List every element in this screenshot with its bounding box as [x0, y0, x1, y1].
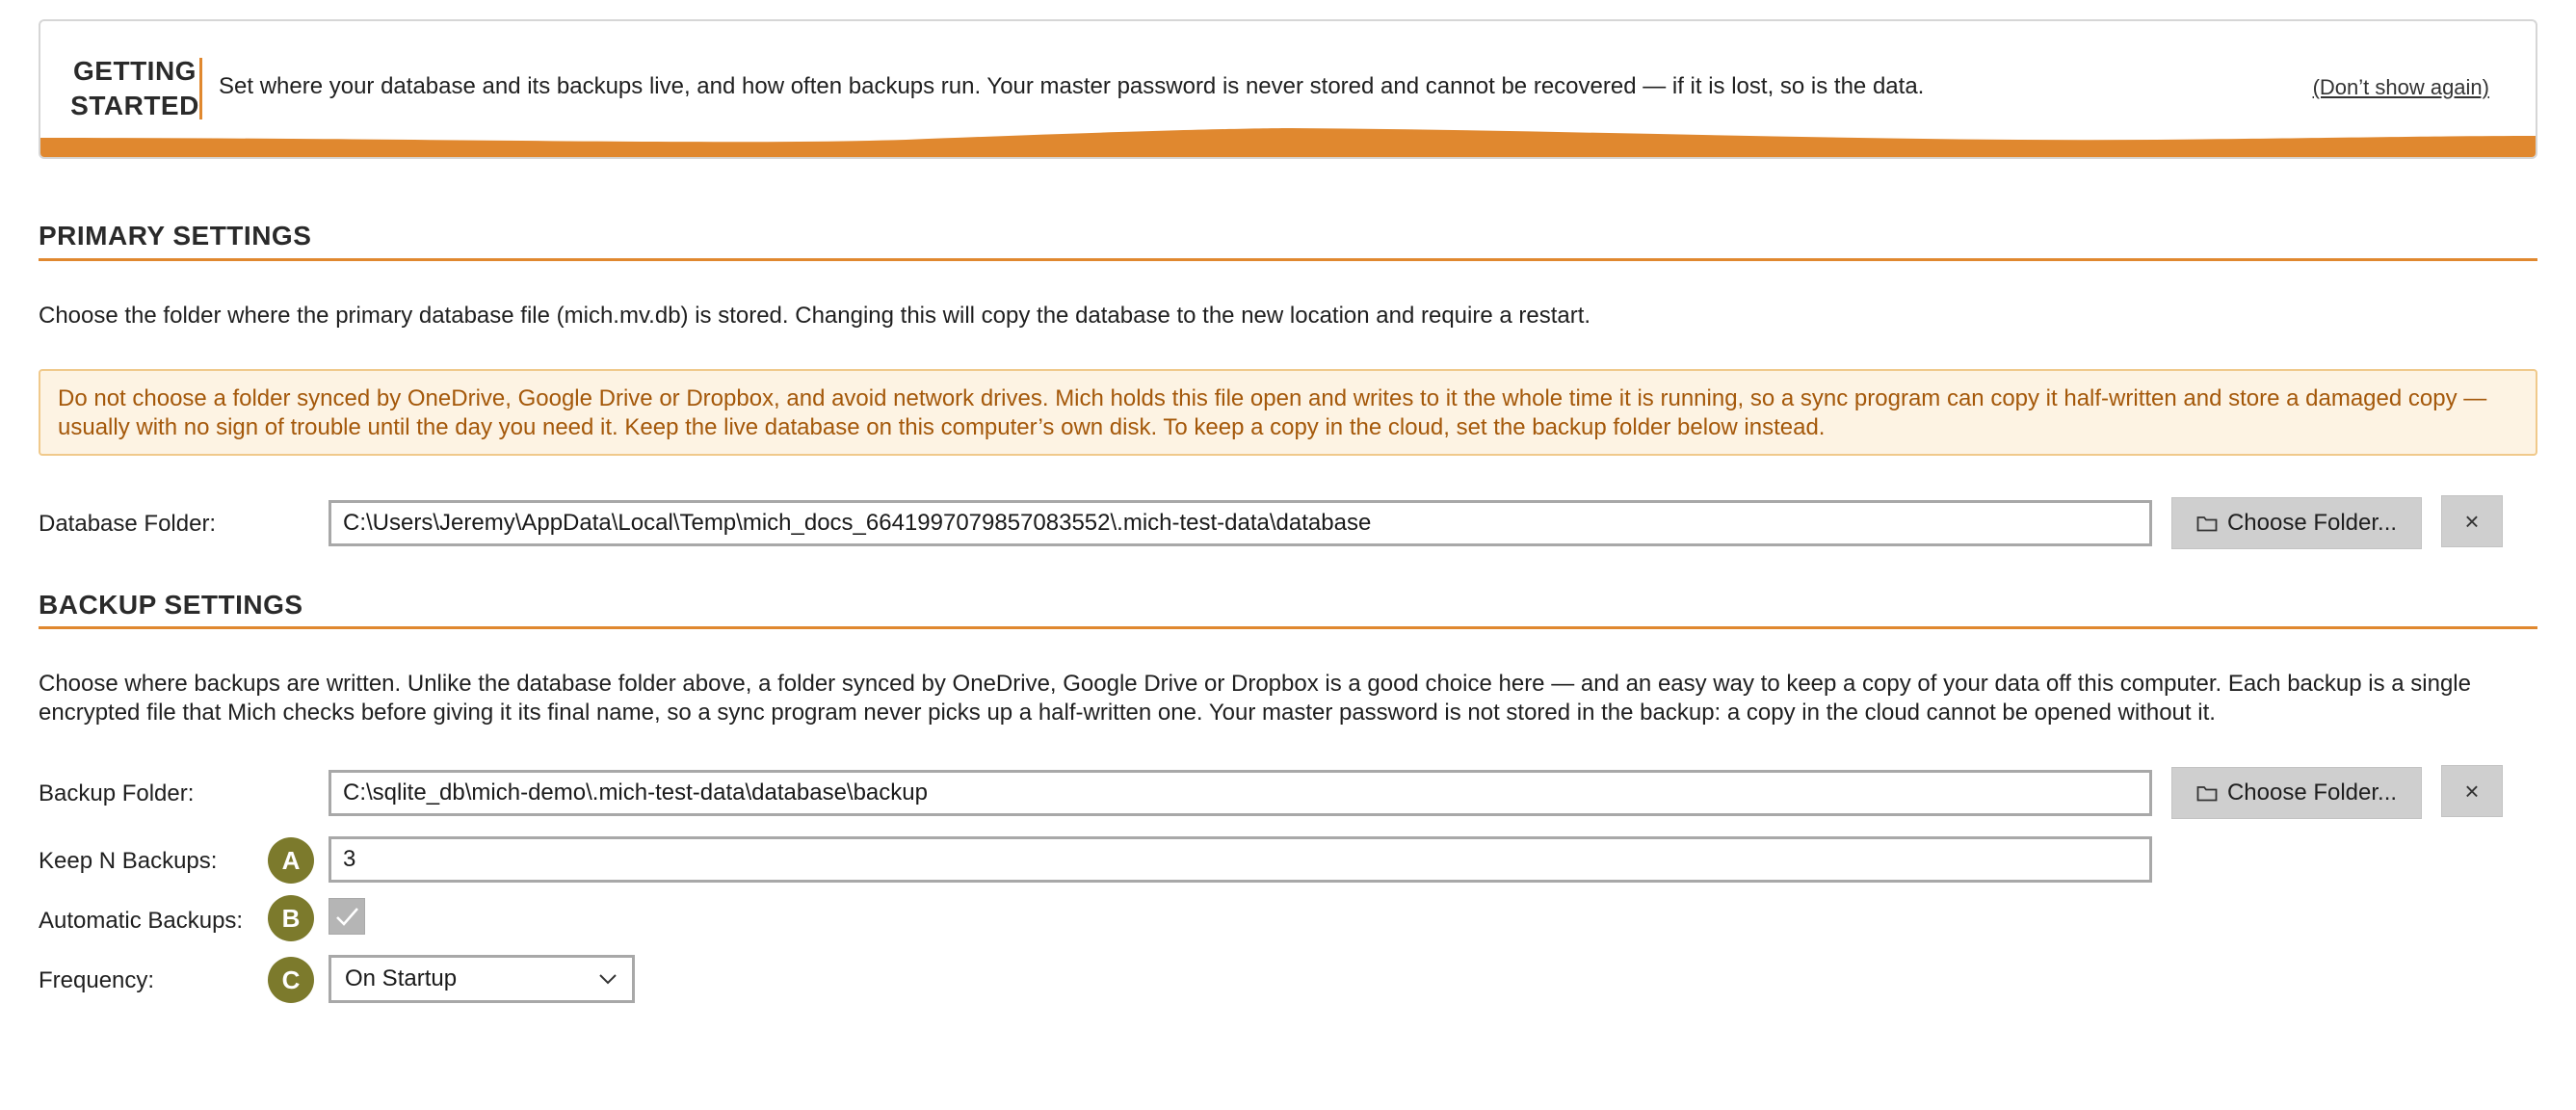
database-folder-input[interactable]: C:\Users\Jeremy\AppData\Local\Temp\mich_docs_6641997079857083552\.mich-test-data\database [329, 500, 2152, 546]
banner-wave-decoration [40, 128, 2536, 157]
banner-title: GETTING STARTED [70, 56, 199, 120]
frequency-select[interactable] [329, 955, 635, 1003]
backup-folder-label: Backup Folder: [39, 780, 195, 806]
database-folder-label: Database Folder: [39, 511, 217, 537]
backup-settings-description: Choose where backups are written. Unlike the database folder above, a folder synced by OneDrive, Google Drive or Dropbox is a good choice here — and an easy way to keep a copy of your data off this computer. Each backup is a single encrypted file that Mich checks before giving it its final name, so a sync program never picks up a half-written one. Your master password is not stored in the backup: a copy in the cloud cannot be opened without it. [39, 671, 2471, 726]
primary-settings-rule [39, 258, 2537, 261]
database-choose-folder-label: Choose Folder... [2226, 510, 2398, 536]
primary-settings-description: Choose the folder where the primary database file (mich.mv.db) is stored. Changing this will copy the database to the new location and require a restart. [39, 303, 1591, 329]
folder-icon [2196, 515, 2218, 532]
banner-text: Set where your database and its backups live, and how often backups run. Your master password is never stored and cannot be recovered — if it is lost, so is the data. [219, 73, 1925, 99]
close-icon: × [2464, 776, 2480, 806]
keep-n-backups-input[interactable]: 3 [329, 836, 2152, 883]
backup-clear-button[interactable] [2441, 765, 2503, 817]
backup-choose-folder-button[interactable] [2171, 767, 2422, 819]
getting-started-banner [39, 19, 2537, 159]
automatic-backups-checkbox[interactable] [329, 898, 365, 935]
backup-folder-input[interactable]: C:\sqlite_db\mich-demo\.mich-test-data\database\backup [329, 770, 2152, 816]
sync-folder-warning: Do not choose a folder synced by OneDrive, Google Drive or Dropbox, and avoid network drives. Mich holds this file open and writes to it the whole time it is running, so a sync program can copy it half-written and store a damaged copy — usually with no sign of trouble until the day you need it. Keep the live database on this computer’s own disk. To keep a copy in the cloud, set the backup folder below instead. [39, 369, 2537, 456]
dont-show-again-link[interactable]: (Don’t show again) [2312, 75, 2489, 99]
backup-choose-folder-label: Choose Folder... [2226, 780, 2398, 806]
automatic-backups-label: Automatic Backups: [39, 908, 244, 934]
close-icon: × [2464, 506, 2480, 536]
primary-settings-title: PRIMARY SETTINGS [39, 221, 312, 251]
folder-icon [2196, 784, 2218, 802]
backup-settings-title: BACKUP SETTINGS [39, 590, 303, 620]
frequency-label: Frequency: [39, 967, 155, 993]
frequency-selected-value: On Startup [345, 965, 458, 991]
database-choose-folder-button[interactable] [2171, 497, 2422, 549]
annotation-badge-b: B [268, 895, 314, 941]
check-icon [329, 899, 364, 934]
annotation-badge-c: C [268, 957, 314, 1003]
annotation-badge-a: A [268, 837, 314, 884]
keep-n-backups-label: Keep N Backups: [39, 848, 218, 874]
database-clear-button[interactable] [2441, 495, 2503, 547]
chevron-down-icon [597, 969, 618, 989]
backup-settings-rule [39, 626, 2537, 629]
banner-divider [199, 58, 202, 119]
